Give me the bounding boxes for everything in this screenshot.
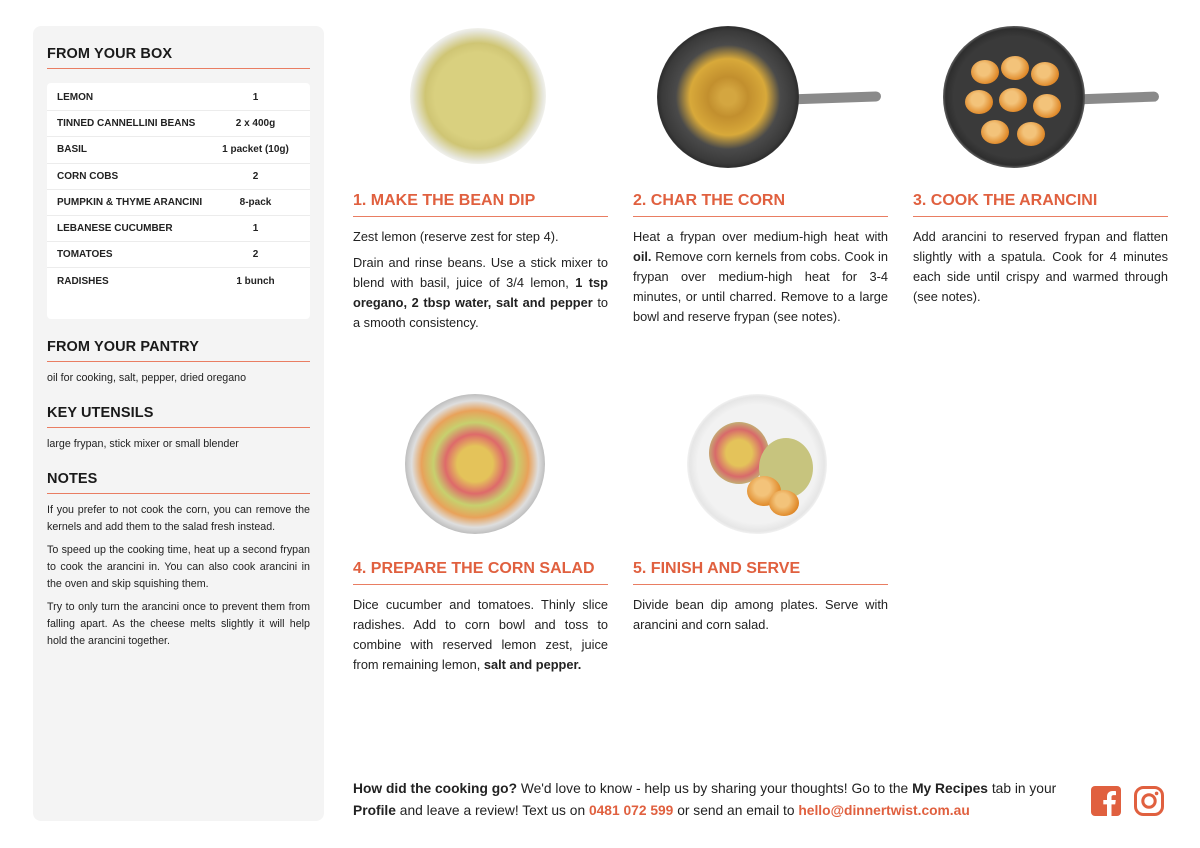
utensils-section	[47, 405, 310, 453]
notes-title: NOTES	[47, 471, 310, 494]
feedback-footer	[353, 778, 1073, 822]
phone-link[interactable]: 0481 072 599	[588, 803, 674, 818]
footer-text: tab in your	[987, 781, 1057, 796]
step-text	[353, 595, 608, 675]
footer-question: How did the cooking go?	[353, 781, 518, 796]
final-plate-photo	[687, 394, 827, 534]
utensils-title: KEY UTENSILS	[47, 405, 310, 428]
step-text-part: Drain and rinse beans. Use a stick mixer to blend with basil, juice of 3/4 lemon,	[353, 255, 608, 290]
step-title: 5. FINISH AND SERVE	[633, 560, 888, 585]
ingredient-qty: 1 packet (10g)	[222, 144, 289, 156]
step-title: 3. COOK THE ARANCINI	[913, 192, 1168, 217]
step-text-part: Dice cucumber and tomatoes. Thinly slice radishes. Add to corn bowl and toss to combine with reserved lemon zest, juice from remaining lemon,	[353, 597, 608, 672]
footer-text: or send an email to	[673, 803, 799, 818]
footer-text: and leave a review! Text us on	[395, 803, 589, 818]
arancini-ball	[965, 90, 993, 114]
ingredient-qty: 2	[252, 170, 259, 182]
ingredient-qty: 1	[252, 92, 259, 104]
notes-section	[47, 471, 310, 650]
ingredient-name: TOMATOES	[57, 249, 113, 261]
box-row	[47, 164, 310, 190]
arancini-ball	[999, 88, 1027, 112]
email-link[interactable]: hello@dinnertwist.com.au	[798, 803, 970, 818]
step-text-bold: salt and pepper.	[483, 657, 582, 672]
ingredients-sidebar	[33, 26, 324, 821]
ingredient-qty: 2 x 400g	[235, 118, 276, 130]
box-row	[47, 137, 310, 163]
box-row	[47, 111, 310, 137]
box-title: FROM YOUR BOX	[47, 46, 310, 69]
step-text: Add arancini to reserved frypan and flatten slightly with a spatula. Cook for 4 minutes each side until crispy and warmed through (see notes).	[913, 229, 1168, 304]
step-text-bold: 1 tsp oregano, 2 tbsp water, salt and pepper	[353, 275, 608, 310]
arancini-ball	[1031, 62, 1059, 86]
ingredient-name: TINNED CANNELLINI BEANS	[57, 118, 196, 130]
note-paragraph: To speed up the cooking time, heat up a second frypan to cook the arancini in. You can also cook arancini in the oven and skip squishing them.	[47, 543, 310, 590]
footer-text: We'd love to know - help us by sharing your thoughts! Go to the	[517, 781, 913, 796]
step-text-part: to a smooth consistency.	[353, 295, 608, 330]
arancini-pan-photo	[943, 26, 1085, 168]
step-title: 2. CHAR THE CORN	[633, 192, 888, 217]
my-recipes-link[interactable]: My Recipes	[912, 781, 988, 796]
ingredient-name: LEBANESE CUCUMBER	[57, 223, 173, 235]
corn-salad-photo	[405, 394, 545, 534]
char-corn-photo	[657, 26, 799, 168]
profile-link[interactable]: Profile	[353, 803, 396, 818]
box-row	[47, 242, 310, 268]
utensils-text: large frypan, stick mixer or small blender	[47, 437, 239, 450]
ingredient-name: BASIL	[57, 144, 87, 156]
step-title: 4. PREPARE THE CORN SALAD	[353, 560, 608, 585]
ingredient-name: RADISHES	[57, 275, 109, 287]
arancini-ball	[769, 490, 799, 516]
step-body	[913, 227, 1168, 313]
pantry-section	[47, 339, 310, 387]
ingredient-name: LEMON	[57, 92, 94, 104]
arancini-ball	[981, 120, 1009, 144]
pantry-title: FROM YOUR PANTRY	[47, 339, 310, 362]
note-paragraph: Try to only turn the arancini once to prevent them from falling apart. As the cheese melts slightly it will help hold the arancini together.	[47, 600, 310, 647]
box-row	[47, 190, 310, 216]
ingredient-qty: 8-pack	[239, 196, 272, 208]
frypan-handle	[1073, 92, 1159, 105]
box-ingredients-table	[47, 83, 310, 319]
ingredient-qty: 2	[252, 249, 259, 261]
facebook-icon[interactable]	[1090, 785, 1122, 817]
step-body	[353, 595, 608, 681]
step-text-part: Remove corn kernels from cobs. Cook in frypan over medium-high heat for 3-4 minutes, or until charred. Remove to a large bowl and reserve frypan (see notes).	[633, 249, 888, 324]
step-text-part: Heat a frypan over medium-high heat with	[633, 229, 888, 244]
arancini-ball	[1033, 94, 1061, 118]
step-text	[353, 253, 608, 333]
step-body	[633, 227, 888, 333]
step-text: Zest lemon (reserve zest for step 4).	[353, 229, 559, 244]
bean-dip-photo	[410, 28, 546, 164]
instagram-icon[interactable]	[1133, 785, 1165, 817]
ingredient-name: CORN COBS	[57, 170, 119, 182]
step-body	[633, 595, 888, 641]
ingredient-qty: 1 bunch	[236, 275, 275, 287]
ingredient-qty: 1	[252, 223, 259, 235]
arancini-ball	[1001, 56, 1029, 80]
arancini-ball	[971, 60, 999, 84]
ingredient-name: PUMPKIN & THYME ARANCINI	[57, 196, 203, 208]
step-text: Divide bean dip among plates. Serve with arancini and corn salad.	[633, 597, 888, 632]
step-body	[353, 227, 608, 339]
pantry-text: oil for cooking, salt, pepper, dried oregano	[47, 371, 247, 384]
box-row	[47, 216, 310, 242]
note-paragraph: If you prefer to not cook the corn, you can remove the kernels and add them to the salad fresh instead.	[47, 503, 310, 533]
step-title: 1. MAKE THE BEAN DIP	[353, 192, 608, 217]
step-text	[633, 227, 888, 327]
box-row	[47, 268, 310, 294]
box-row	[47, 85, 310, 111]
arancini-ball	[1017, 122, 1045, 146]
step-text-bold: oil.	[633, 249, 652, 264]
